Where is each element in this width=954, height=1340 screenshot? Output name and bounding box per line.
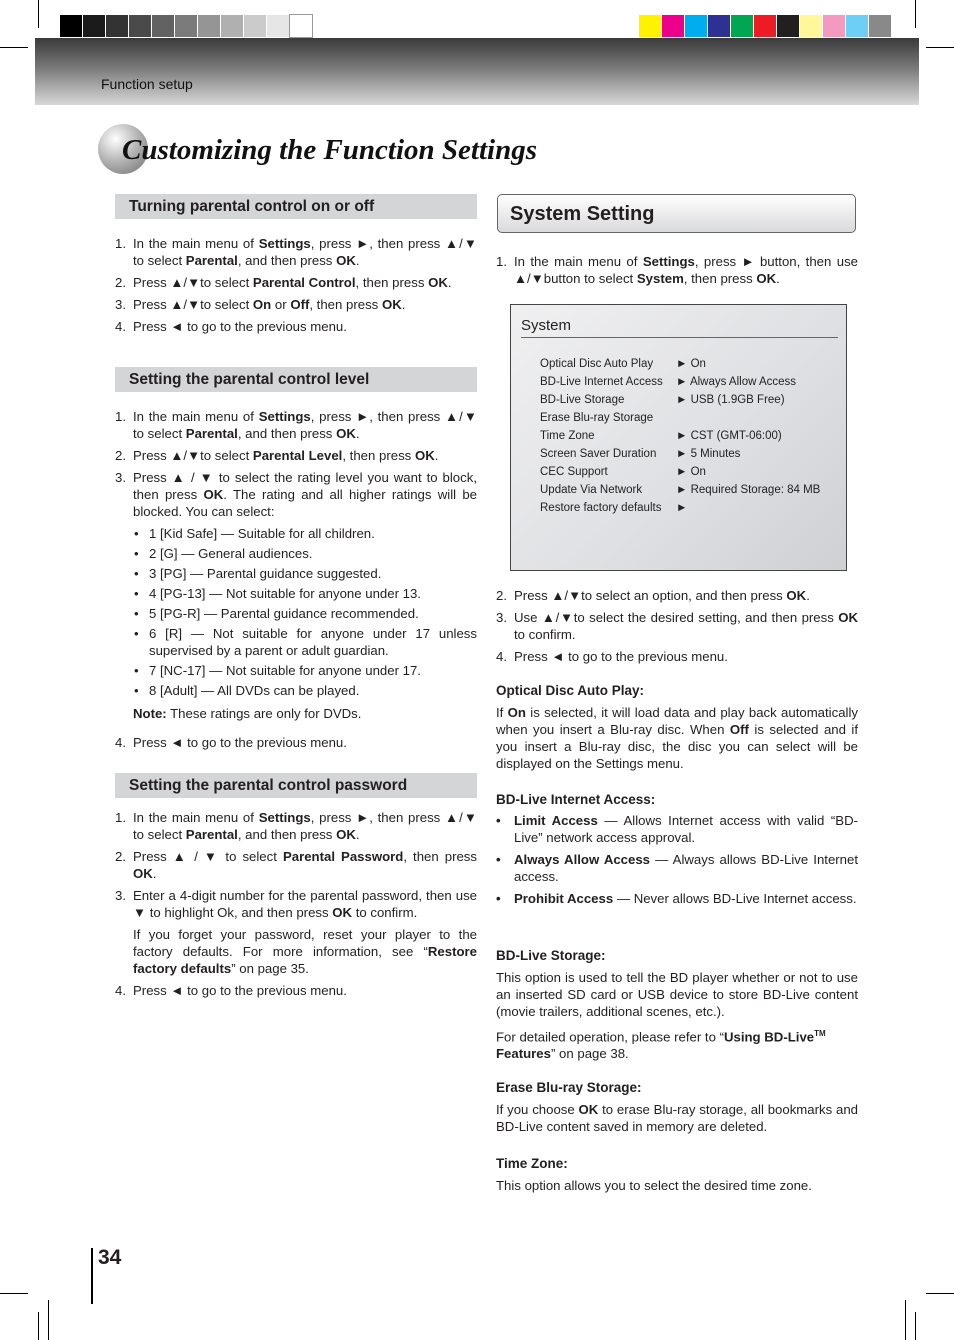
screen-menu-label: Screen Saver Duration (540, 448, 657, 460)
emphasis-text: Off (290, 297, 310, 312)
steps-system-navigation (496, 587, 858, 670)
screen-menu-label: Optical Disc Auto Play (540, 358, 654, 370)
emphasis-text: OK (203, 487, 224, 502)
gray-swatch (221, 15, 243, 37)
color-swatch (754, 15, 776, 37)
screen-menu-label: BD-Live Storage (540, 394, 625, 406)
bdlive-storage-title: BD-Live Storage: (496, 948, 606, 963)
step-text (133, 448, 438, 463)
text-run: Enter a 4-digit number for the parental password, then use ▼ to highlight Ok, and then press (133, 888, 477, 920)
rating-item: • 7 [NC-17] — Not suitable for anyone under 17. (133, 662, 477, 679)
step-item (115, 408, 477, 442)
optical-disc-section (496, 683, 858, 772)
text-run: to erase Blu-ray storage, all bookmarks and BD-Live content saved in memory are deleted. (496, 1102, 858, 1134)
gray-swatch (152, 15, 174, 37)
text-run: Press ◄ to go to the previous menu. (514, 649, 728, 664)
ref-title-2: Features (496, 1046, 551, 1062)
emphasis-text: Parental Level (252, 448, 343, 463)
rating-item: • 1 [Kid Safe] — Suitable for all children. (133, 525, 477, 542)
screen-menu-value: ► USB (1.9GB Free) (676, 394, 785, 406)
access-option-text: — Always allows BD-Live Internet access. (514, 852, 859, 884)
emphasis-text: Settings (258, 810, 311, 825)
crop-mark (38, 1312, 39, 1340)
step-item (115, 734, 477, 751)
emphasis-text: OK (838, 610, 858, 625)
page-number: 34 (98, 1246, 122, 1269)
text-run: , and then press (237, 426, 337, 441)
crop-mark (0, 1293, 28, 1294)
screen-menu-value: ► On (676, 466, 706, 478)
gray-swatch (106, 15, 128, 37)
step-number: 2. (115, 448, 126, 463)
ratings-list (133, 525, 477, 699)
crop-mark (38, 0, 39, 28)
step-item (115, 318, 477, 335)
step-number: 1. (496, 254, 507, 269)
steps-parental-password (115, 809, 477, 1004)
step-number: 1. (115, 810, 126, 825)
text-run: . (806, 588, 810, 603)
text-run: Use ▲/▼to select the desired setting, and then press (514, 610, 839, 625)
page-number-rule (91, 1248, 93, 1304)
ref-suffix: ” on page 38. (550, 1046, 629, 1062)
screen-menu-row (540, 484, 821, 496)
emphasis-text: OK (414, 448, 435, 463)
bdlive-access-section (496, 792, 858, 912)
bullet-icon: • (496, 813, 501, 828)
section-heading-parental-level: Setting the parental control level (115, 367, 477, 392)
text-run: Press ◄ to go to the previous menu. (133, 735, 347, 750)
text-run: , and then press (237, 253, 337, 268)
section-heading-parental-on-off: Turning parental control on or off (115, 194, 477, 219)
steps-system-intro (496, 253, 858, 292)
rating-item: • 5 [PG-R] — Parental guidance recommended. (133, 605, 477, 622)
text-run: . (434, 448, 439, 463)
note-label: Note: (133, 706, 167, 721)
text-run: Press ◄ to go to the previous menu. (133, 319, 347, 334)
emphasis-text: Parental (185, 253, 238, 268)
step-item (496, 253, 858, 287)
text-run: Press ▲/▼to select (133, 297, 253, 312)
system-settings-screen (510, 304, 847, 571)
text-run: Press ▲ / ▼ to select (133, 849, 283, 864)
ratings-list-item (115, 525, 477, 722)
step-item (115, 447, 477, 464)
crop-mark (915, 0, 916, 28)
screen-title: System (521, 317, 572, 334)
step-number: 2. (115, 275, 126, 290)
step-number: 4. (115, 983, 126, 998)
crop-mark (926, 47, 954, 48)
step-text (133, 983, 347, 998)
text-run: , then press (342, 448, 415, 463)
step-item (496, 648, 858, 665)
screen-divider (521, 337, 838, 338)
emphasis-text: OK (786, 588, 807, 603)
step-number: 1. (115, 236, 126, 251)
bullet-icon: • (496, 852, 501, 867)
step-text (133, 470, 477, 519)
text-run: If (496, 705, 508, 720)
step-text (514, 254, 858, 286)
screen-menu-value: ► Required Storage: 84 MB (676, 484, 821, 496)
text-run: , and then press (237, 827, 337, 842)
emphasis-text: OK (336, 426, 356, 441)
text-run: , then press (309, 297, 382, 312)
emphasis-text: Settings (258, 409, 311, 424)
rating-item: • 6 [R] — Not suitable for anyone under 17 unless supervised by a parent or adult guardian. (133, 625, 477, 659)
gray-swatch (83, 15, 105, 37)
ratings-note (133, 705, 477, 722)
text-run: In the main menu of (133, 236, 259, 251)
emphasis-text: Restore factory defaults (133, 944, 477, 976)
section-heading-parental-password: Setting the parental control password (115, 773, 477, 798)
access-option (496, 812, 858, 846)
screen-menu-row (540, 358, 706, 370)
trademark-mark: TM (814, 1029, 826, 1038)
color-swatch (731, 15, 753, 37)
erase-storage-title: Erase Blu-ray Storage: (496, 1080, 642, 1095)
text-run: , then press (403, 849, 477, 864)
text-run: , press ► button, then use ▲/▼button to select (514, 254, 858, 286)
step-text (514, 610, 858, 642)
ref-title: Using BD-Live (723, 1029, 815, 1045)
screen-menu-label: BD-Live Internet Access (540, 376, 663, 388)
screen-menu-row (540, 412, 653, 424)
access-option-text: — Never allows BD-Live Internet access. (613, 891, 857, 906)
crop-mark (48, 1300, 49, 1340)
ref-prefix: For detailed operation, please refer to “ (496, 1029, 724, 1045)
optical-disc-title: Optical Disc Auto Play: (496, 683, 645, 698)
screen-menu-row (540, 430, 782, 442)
gray-swatch (198, 15, 220, 37)
emphasis-text: OK (428, 275, 448, 290)
step-text (514, 649, 728, 664)
text-run: If you forget your password, reset your player to the factory defaults. For more information, see “ (133, 927, 477, 959)
step-text (133, 409, 477, 441)
text-run: If you choose (496, 1102, 579, 1117)
text-run: . (447, 275, 452, 290)
emphasis-text: OK (381, 297, 402, 312)
text-run: , press ►, then press ▲/▼ to select (133, 810, 477, 842)
bdlive-storage-section (496, 948, 858, 1062)
text-run: , press ►, then press ▲/▼ to select (133, 409, 477, 441)
text-run: is selected, it will load data and play back automatically when you insert a Blu-ray disc. When (496, 705, 858, 737)
time-zone-section (496, 1156, 858, 1194)
screen-menu-value: ► 5 Minutes (676, 448, 741, 460)
text-run: . (355, 827, 360, 842)
text-run: Press ▲/▼to select (133, 448, 253, 463)
access-option (496, 890, 858, 907)
emphasis-text: OK (578, 1102, 599, 1117)
emphasis-text: Parental Password (282, 849, 404, 864)
step-text (133, 319, 347, 334)
step-item (115, 887, 477, 977)
step-item (115, 469, 477, 520)
step-note (133, 926, 477, 977)
crop-mark (926, 1293, 954, 1294)
color-swatch (869, 15, 891, 37)
step-number: 3. (115, 470, 126, 485)
step-text (133, 849, 477, 881)
step-text (133, 297, 405, 312)
step-text (133, 735, 347, 750)
bdlive-access-title: BD-Live Internet Access: (496, 792, 656, 807)
step-number: 3. (115, 297, 126, 312)
step-item (115, 848, 477, 882)
text-run: . (776, 271, 780, 286)
screen-menu-value: ► CST (GMT-06:00) (676, 430, 782, 442)
step-number: 4. (115, 319, 126, 334)
text-run: ” on page 35. (231, 961, 309, 976)
bdlive-storage-reference (496, 1025, 858, 1062)
screen-menu-value: ► On (676, 358, 706, 370)
emphasis-text: Parental (185, 426, 238, 441)
step-number: 2. (115, 849, 126, 864)
rating-item: • 2 [G] — General audiences. (133, 545, 477, 562)
text-run: Press ▲/▼to select (133, 275, 253, 290)
step-number: 3. (115, 888, 126, 903)
screen-menu-row (540, 448, 741, 460)
access-option-term: Limit Access (514, 813, 598, 828)
step-item (115, 274, 477, 291)
text-run: , press ►, then press ▲/▼ to select (133, 236, 477, 268)
bullet-icon: • (496, 891, 501, 906)
text-run: is selected and if you insert a Blu-ray disc, the disc you can select will be displayed on the Settings menu. (496, 722, 858, 771)
step-item (115, 982, 477, 999)
screen-menu-row (540, 376, 797, 388)
step-number: 1. (115, 409, 126, 424)
text-run: to confirm. (514, 627, 576, 642)
emphasis-text: Settings (642, 254, 695, 269)
emphasis-text: OK (133, 866, 153, 881)
text-run: , then press (355, 275, 429, 290)
emphasis-text: OK (756, 271, 777, 286)
access-option-term: Always Allow Access (514, 852, 651, 867)
rating-item: • 4 [PG-13] — Not suitable for anyone under 13. (133, 585, 477, 602)
emphasis-text: OK (332, 905, 353, 920)
bdlive-storage-text: This option is used to tell the BD player whether or not to use an inserted SD card or USB device to store BD-Live content (movie trailers, additional scenes, etc.). (496, 970, 858, 1019)
emphasis-text: Settings (258, 236, 311, 251)
step-text (133, 888, 477, 920)
step-text (514, 588, 810, 603)
emphasis-text: On (507, 705, 526, 720)
gray-swatch (129, 15, 151, 37)
section-heading-system-setting: System Setting (497, 194, 856, 233)
note-text: These ratings are only for DVDs. (166, 706, 362, 721)
emphasis-text: Off (729, 722, 749, 737)
screen-menu-label: Restore factory defaults (540, 502, 662, 514)
screen-menu-label: CEC Support (540, 466, 608, 478)
rating-item: • 8 [Adult] — All DVDs can be played. (133, 682, 477, 699)
access-option-term: Prohibit Access (514, 891, 614, 906)
emphasis-text: System (636, 271, 684, 286)
color-swatch (662, 15, 684, 37)
access-option-text: — Allows Internet access with valid “BD-Live” network access approval. (514, 813, 859, 845)
screen-menu-value: ► (676, 502, 688, 514)
color-swatch (685, 15, 707, 37)
text-run: Press ▲ / ▼ to select the rating level you want to block, then press (133, 470, 477, 502)
color-swatch (708, 15, 730, 37)
step-number: 2. (496, 588, 507, 603)
screen-menu-row (540, 502, 688, 514)
section-label: Function setup (101, 76, 193, 92)
gray-swatch (60, 15, 82, 37)
step-number: 4. (496, 649, 507, 664)
steps-parental-on-off (115, 235, 477, 340)
gray-swatch (267, 15, 289, 37)
gray-swatch (244, 15, 266, 37)
screen-menu-label: Time Zone (540, 430, 595, 442)
gray-swatch (290, 15, 312, 37)
erase-storage-section (496, 1080, 858, 1135)
gray-swatch (175, 15, 197, 37)
step-item (115, 809, 477, 843)
text-run: . The rating and all higher ratings will be blocked. You can select: (133, 487, 477, 519)
text-run: Press ◄ to go to the previous menu. (133, 983, 347, 998)
emphasis-text: Parental Control (252, 275, 356, 290)
emphasis-text: Parental (185, 827, 238, 842)
page-title: Customizing the Function Settings (122, 134, 538, 166)
access-option (496, 851, 858, 885)
step-item (115, 296, 477, 313)
emphasis-text: OK (336, 253, 356, 268)
step-number: 4. (115, 735, 126, 750)
step-text (133, 810, 477, 842)
emphasis-text: OK (336, 827, 356, 842)
optical-disc-text (496, 704, 858, 772)
text-run: . (355, 253, 360, 268)
step-item (496, 587, 858, 604)
header-band (35, 38, 919, 105)
screen-menu-row (540, 394, 785, 406)
step-text (133, 236, 477, 268)
text-run: to confirm. (352, 905, 418, 920)
text-run: In the main menu of (514, 254, 643, 269)
crop-mark (905, 1300, 906, 1340)
screen-menu-label: Update Via Network (540, 484, 643, 496)
text-run: , then press (683, 271, 757, 286)
rating-item: • 3 [PG] — Parental guidance suggested. (133, 565, 477, 582)
step-item (496, 609, 858, 643)
crop-mark (915, 1312, 916, 1340)
color-swatch (777, 15, 799, 37)
step-text (133, 275, 452, 290)
text-run: . (355, 426, 360, 441)
step-item (115, 235, 477, 269)
text-run: . (401, 297, 406, 312)
color-swatch (800, 15, 822, 37)
text-run: In the main menu of (133, 409, 259, 424)
steps-parental-level (115, 408, 477, 756)
emphasis-text: On (252, 297, 272, 312)
crop-mark (0, 47, 28, 48)
time-zone-text: This option allows you to select the desired time zone. (496, 1178, 812, 1193)
step-number: 3. (496, 610, 507, 625)
time-zone-title: Time Zone: (496, 1156, 568, 1171)
screen-menu-row (540, 466, 706, 478)
text-run: In the main menu of (133, 810, 259, 825)
text-run: . (152, 866, 157, 881)
erase-storage-text (496, 1101, 858, 1135)
screen-menu-value: ► Always Allow Access (676, 376, 797, 388)
screen-menu-label: Erase Blu-ray Storage (540, 412, 654, 424)
color-swatch (846, 15, 868, 37)
color-swatch (823, 15, 845, 37)
text-run: Press ▲/▼to select an option, and then press (514, 588, 787, 603)
text-run: or (271, 297, 291, 312)
color-swatch (639, 15, 661, 37)
